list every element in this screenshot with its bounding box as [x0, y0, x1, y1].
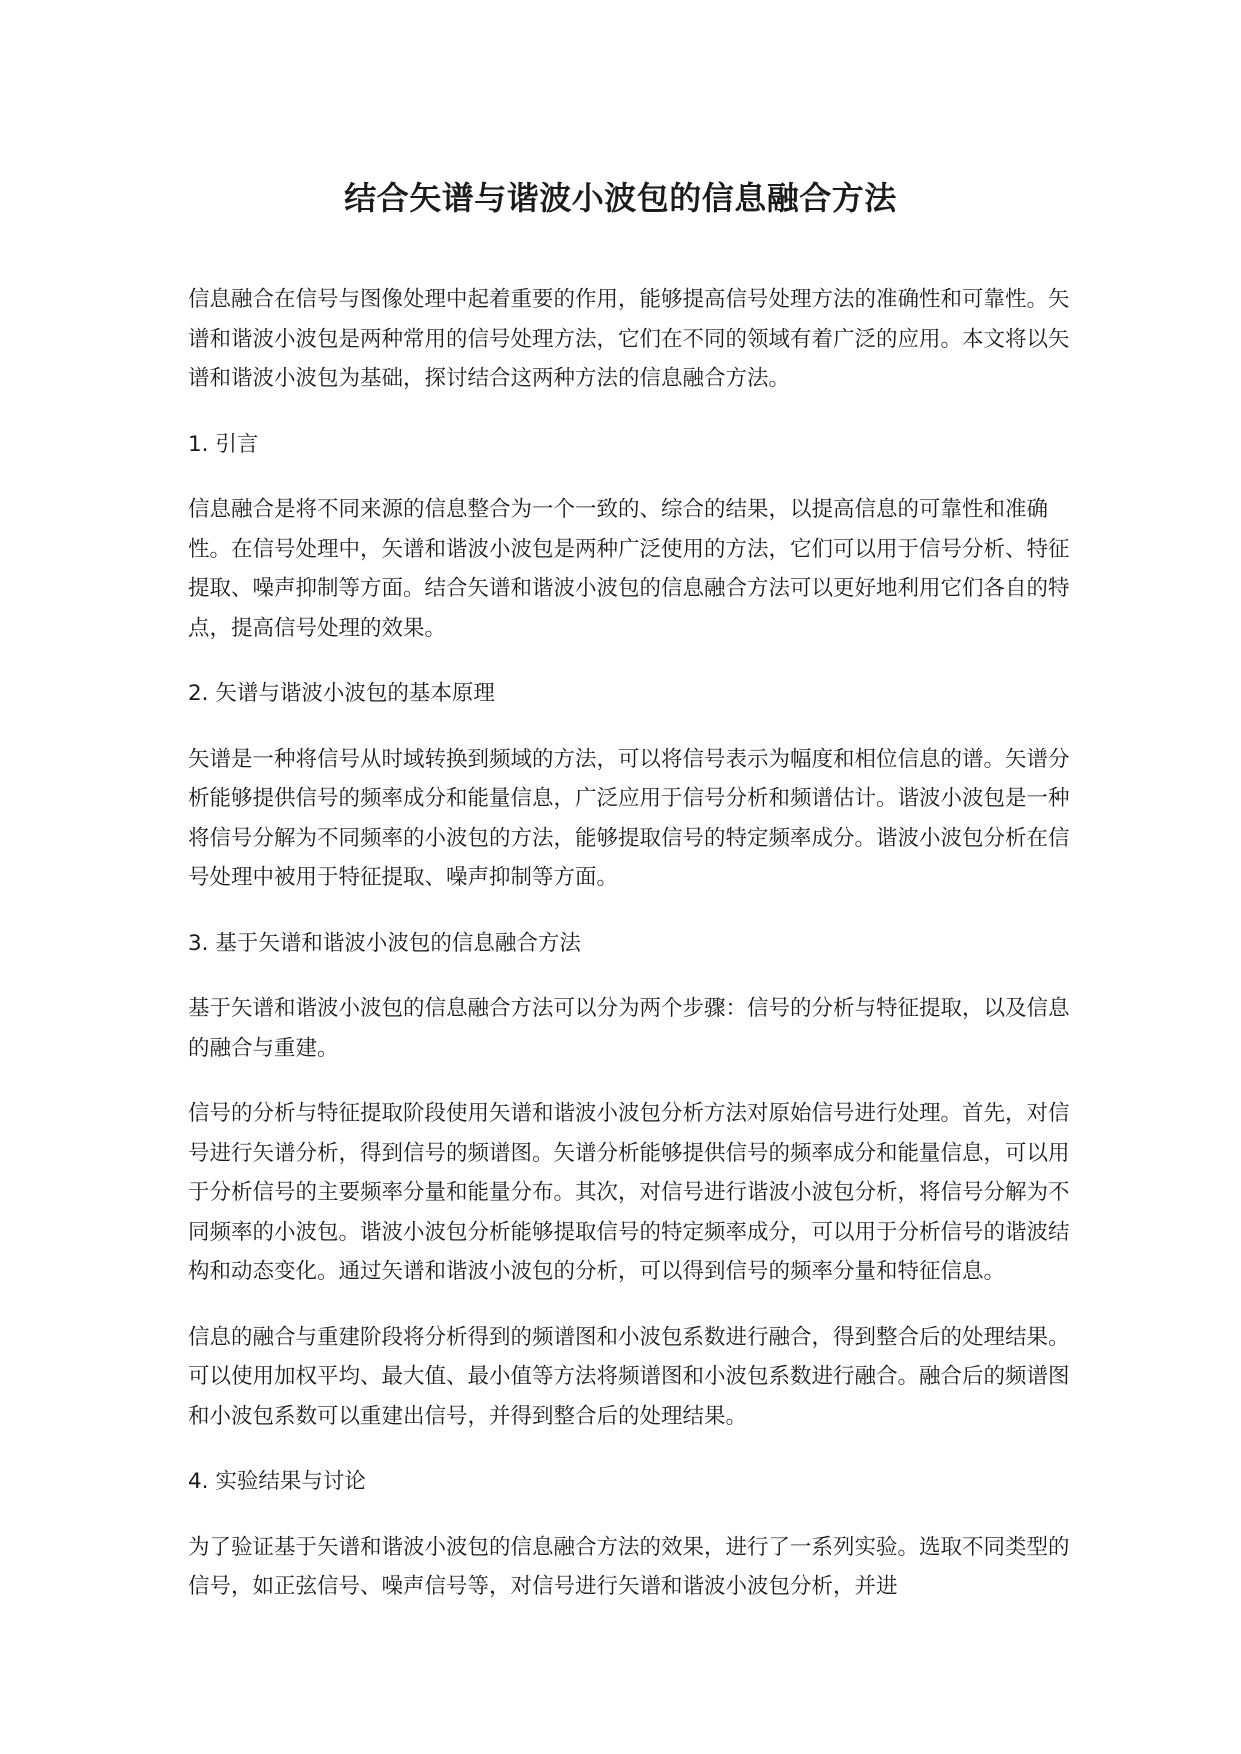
section-heading-2: 2. 矢谱与谐波小波包的基本原理 [188, 681, 495, 706]
section-3-paragraph-2: 信号的分析与特征提取阶段使用矢谱和谐波小波包分析方法对原始信号进行处理。首先，对信号进行矢谱分析，得到信号的频谱图。矢谱分析能够提供信号的频率成分和能量信息，可以用于分析信号的主要频率分量和能量分布。其次，对信号进行谐波小波包分析，将信号分解为不同频率的小波包。谐波小波包分析能够提取信号的特定频率成分，可以用于分析信号的谐波结构和动态变化。通过矢谱和谐波小波包的分析，可以得到信号的频率分量和特征信息。 [188, 1101, 1070, 1284]
section-heading-3: 3. 基于矢谱和谐波小波包的信息融合方法 [188, 930, 581, 956]
section-3-paragraph-3: 信息的融合与重建阶段将分析得到的频谱图和小波包系数进行融合，得到整合后的处理结果。可以使用加权平均、最大值、最小值等方法将频谱图和小波包系数进行融合。融合后的频谱图和小波包系数可以重建出信号，并得到整合后的处理结果。 [188, 1324, 1070, 1429]
section-heading-4: 4. 实验结果与讨论 [188, 1469, 366, 1494]
intro-paragraph: 信息融合在信号与图像处理中起着重要的作用，能够提高信号处理方法的准确性和可靠性。矢谱和谐波小波包是两种常用的信号处理方法，它们在不同的领域有着广泛的应用。本文将以矢谱和谐波小波包为基础，探讨结合这两种方法的信息融合方法。 [188, 287, 1070, 391]
document-body [188, 280, 1073, 1633]
section-2-paragraph: 矢谱是一种将信号从时域转换到频域的方法，可以将信号表示为幅度和相位信息的谱。矢谱分析能够提供信号的频率成分和能量信息，广泛应用于信号分析和频谱估计。谐波小波包是一种将信号分解为不同频率的小波包的方法，能够提取信号的特定频率成分。谐波小波包分析在信号处理中被用于特征提取、噪声抑制等方面。 [188, 746, 1070, 890]
section-4-paragraph: 为了验证基于矢谱和谐波小波包的信息融合方法的效果，进行了一系列实验。选取不同类型的信号，如正弦信号、噪声信号等，对信号进行矢谱和谐波小波包分析，并进 [188, 1534, 1070, 1599]
section-1-paragraph: 信息融合是将不同来源的信息整合为一个一致的、综合的结果，以提高信息的可靠性和准确性。在信号处理中，矢谱和谐波小波包是两种广泛使用的方法，它们可以用于信号分析、特征提取、噪声抑制等方面。结合矢谱和谐波小波包的信息融合方法可以更好地利用它们各自的特点，提高信号处理的效果。 [188, 497, 1070, 641]
document-title: 结合矢谱与谐波小波包的信息融合方法 [344, 179, 897, 217]
section-heading-1: 1. 引言 [188, 431, 259, 457]
section-3-paragraph-1: 基于矢谱和谐波小波包的信息融合方法可以分为两个步骤：信号的分析与特征提取，以及信息的融合与重建。 [188, 996, 1070, 1061]
